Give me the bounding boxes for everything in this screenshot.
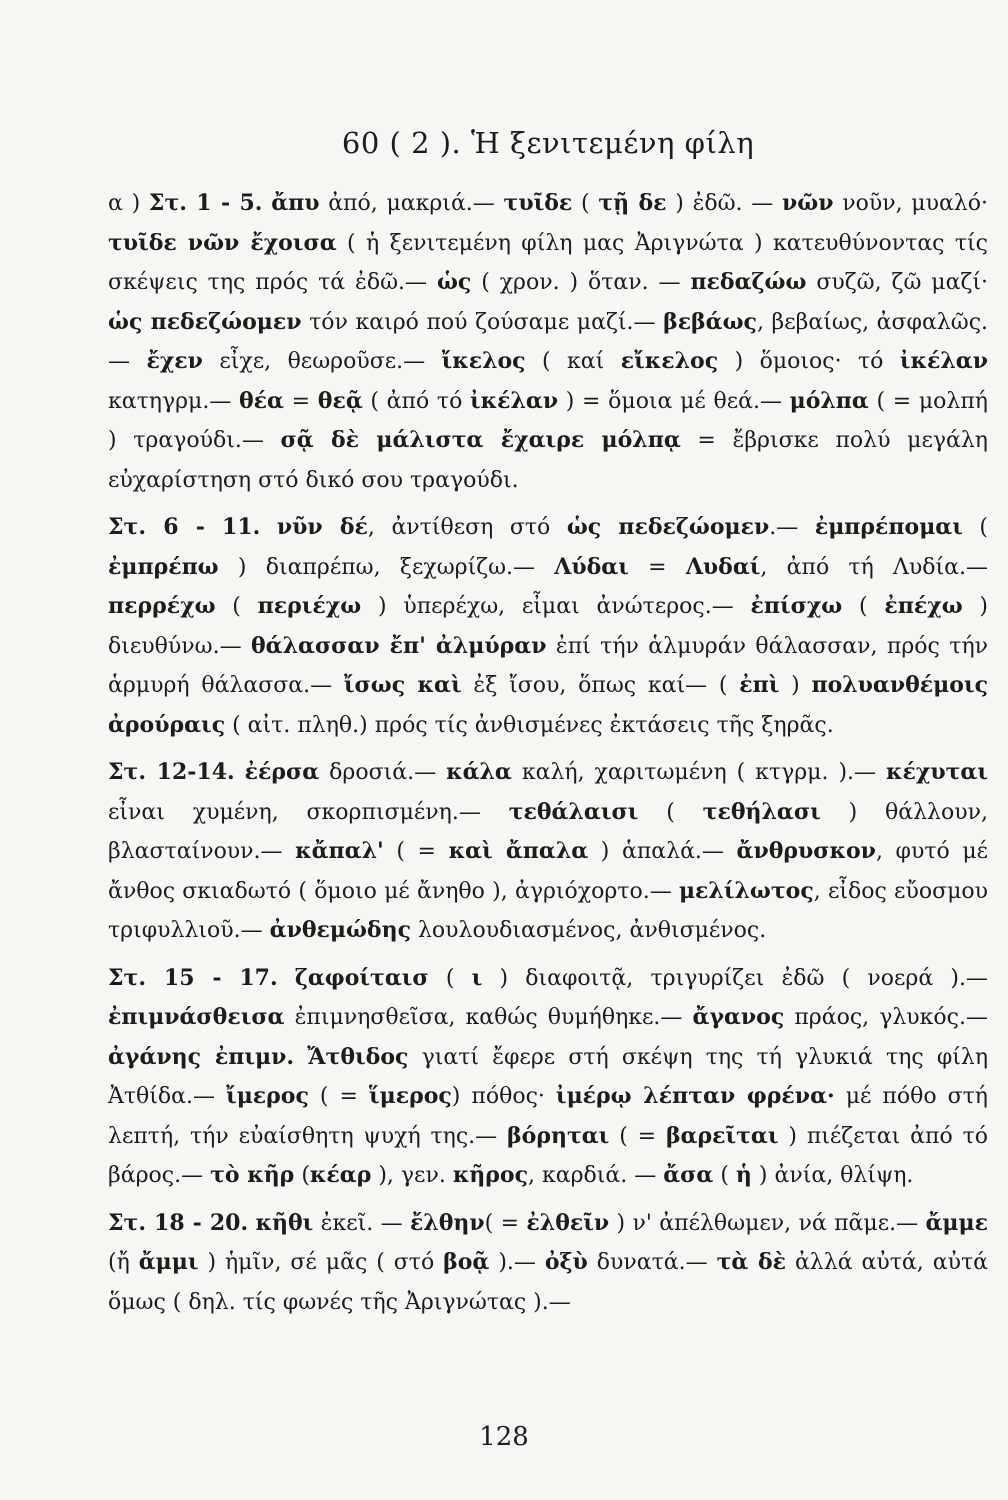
lemma-term: ἄνθρυσκον xyxy=(736,838,876,864)
lemma-term: κέαρ xyxy=(309,1162,372,1188)
gloss-text xyxy=(260,515,277,540)
lemma-term: καὶ ἄπαλα xyxy=(448,838,589,864)
gloss-text: ( = xyxy=(308,1084,369,1109)
lemma-term: μόλπα xyxy=(789,387,869,414)
lemma-term: ἴσως καὶ xyxy=(343,672,462,698)
lemma-term: Στ. 6 - 11. xyxy=(108,514,261,540)
gloss-text: ( χρον. ) ὅταν. — xyxy=(471,270,691,295)
page-body xyxy=(108,126,988,1322)
gloss-text: ἐκεῖ. — xyxy=(313,1210,410,1236)
lemma-term: ἴμερος xyxy=(226,1083,309,1109)
lemma-term: ἀγάνης ἐπιμν. xyxy=(108,1043,295,1070)
lemma-term: ἵμερος xyxy=(368,1083,452,1109)
lemma-term: ἀνθεμώδης xyxy=(269,917,411,943)
gloss-text xyxy=(262,191,271,216)
lemma-term: τῇ δε xyxy=(598,190,667,216)
lemma-term: ἐλθεῖν xyxy=(526,1209,610,1236)
lemma-term: ζαφοίταισ xyxy=(294,964,429,991)
gloss-text: ἀλλά αὐτά, αὐτά ὅμως ( δηλ. τίς φωνές τῆς Ἀριγνώτας ).— xyxy=(108,1250,988,1315)
lemma-term: ἐπὶ xyxy=(739,672,780,698)
gloss-text: τόν καιρό πού ζούσαμε μαζί.— xyxy=(301,309,664,335)
gloss-text: = ἔβρισκε πολύ μεγάλη εὐχαρίστηση στό δικό σου τραγούδι. xyxy=(108,428,988,493)
lemma-term: τεθάλαισι xyxy=(508,798,639,825)
gloss-text: ) πόθος· xyxy=(451,1084,556,1109)
lemma-term: τὸ κῆρ xyxy=(210,1162,295,1188)
lemma-term: Στ. 18 - 20. xyxy=(108,1209,249,1236)
gloss-text: ( xyxy=(962,515,988,540)
gloss-text: ἀπό, μακριά.— xyxy=(319,191,504,216)
lemma-term: ἰμέρῳ λέπταν φρένα· xyxy=(555,1083,835,1109)
gloss-text: εἶναι χυμένη, σκορπισμένη.— xyxy=(108,799,509,825)
lemma-term: Λύδαι xyxy=(554,553,629,580)
gloss-text: ἐπιμνησθεῖσα, καθώς θυμήθηκε.— xyxy=(284,1005,693,1030)
gloss-text: ἐξ ἴσου, ὅπως καί— ( xyxy=(461,673,740,698)
lemma-term: κῆθι xyxy=(255,1209,314,1236)
gloss-text: .— xyxy=(769,515,815,540)
gloss-text: εἶχε, θεωροῦσε.— xyxy=(202,349,442,374)
lemma-term: τὰ δὲ xyxy=(716,1249,786,1275)
lemma-term: κἄπαλ' xyxy=(295,838,384,864)
gloss-text: ) ὅμοιος· τό xyxy=(718,349,900,374)
lemma-term: βόρηται xyxy=(507,1122,610,1149)
gloss-text: ( xyxy=(842,594,885,619)
lemma-term: ὀξὺ xyxy=(544,1249,588,1275)
gloss-text: ) = ὅμοια μέ θεά.— xyxy=(558,388,790,414)
commentary-paragraph xyxy=(108,959,988,1196)
gloss-text xyxy=(294,1045,307,1070)
gloss-text: , φυτό μέ ἄνθος σκιαδωτό ( ὅμοιο μέ ἄνηθο ), ἀγριόχορτο.— xyxy=(108,839,989,904)
lemma-term: ἄμμι xyxy=(138,1249,199,1275)
lemma-term: ἐμπρέπω xyxy=(108,553,219,580)
gloss-text: ) διευθύνω.— xyxy=(108,594,989,659)
lemma-term: ἡ xyxy=(735,1162,752,1188)
gloss-text: ), γεν. xyxy=(371,1163,453,1188)
gloss-text: δυνατά.— xyxy=(587,1250,717,1275)
gloss-text: λουλουδιασμένος, ἀνθισμένος. xyxy=(411,918,767,943)
gloss-text: α ) xyxy=(108,191,149,216)
lemma-term: θεᾷ xyxy=(317,387,363,414)
gloss-text: ) ἀνία, θλίψη. xyxy=(751,1163,914,1188)
gloss-text xyxy=(278,966,295,991)
lemma-term: νῶν xyxy=(782,190,834,216)
lemma-term: σᾷ δὲ μάλιστα ἔχαιρε μόλπᾳ xyxy=(280,427,681,453)
lemma-term: ὡς πεδεζώομεν xyxy=(108,308,302,335)
gloss-text: ( ἀπό τό xyxy=(362,388,470,414)
lemma-term: πεδαζώω xyxy=(690,269,807,295)
lemma-term: ὡς πεδεζώομεν xyxy=(566,514,770,540)
gloss-text xyxy=(235,760,245,785)
lemma-term: περρέχω xyxy=(108,593,216,619)
gloss-text: (ἤ xyxy=(108,1250,139,1275)
lemma-term: Στ. 15 - 17. xyxy=(108,964,278,991)
lemma-term: ἴκελος xyxy=(441,348,526,374)
commentary-paragraph xyxy=(108,508,988,745)
lemma-term: Στ. 1 - 5. xyxy=(148,190,263,216)
lemma-term: πολυανθέμοις ἀρούραις xyxy=(108,672,988,738)
gloss-text: μέ πόθο στή λεπτή, τήν εὐαίσθητη ψυχή της.— xyxy=(108,1084,988,1149)
lemma-term: βαρεῖται xyxy=(665,1122,779,1149)
lemma-term: ἄπυ xyxy=(271,190,320,216)
lemma-term: Ἄτθιδος xyxy=(307,1043,409,1070)
lemma-term: κέχυται xyxy=(886,759,988,785)
lemma-term: νῦν δέ xyxy=(276,514,368,540)
lemma-term: ἔχεν xyxy=(146,348,203,374)
gloss-text: ( xyxy=(215,594,258,619)
gloss-text: δροσιά.— xyxy=(319,760,447,785)
lemma-term: θέα xyxy=(239,387,284,414)
gloss-text: ) xyxy=(779,673,812,698)
lemma-term: ἐπίσχω xyxy=(750,593,843,619)
gloss-text: ( xyxy=(713,1163,736,1188)
gloss-text: ( xyxy=(294,1163,310,1188)
lemma-term: ἐπέχω xyxy=(884,593,963,619)
gloss-text: , ἀντίθεση στό xyxy=(367,515,567,540)
gloss-text: νοῦν, μυαλό· xyxy=(833,191,988,216)
gloss-text: γιατί ἔφερε στή σκέψη της τή γλυκιά της φίλη Ἀτθίδα.— xyxy=(108,1044,988,1109)
gloss-text: ) θάλλουν, βλασταίνουν.— xyxy=(108,799,988,864)
lemma-term: ι xyxy=(471,964,483,991)
lemma-term: ἔλθην xyxy=(409,1209,485,1236)
gloss-text: , ἀπό τή Λυδία.— xyxy=(760,554,989,580)
gloss-text: κατηγρμ.— xyxy=(108,388,239,414)
gloss-text: ἐπί τήν ἁλμυράν θάλασσαν, πρός τήν ἁρμυρή θάλασσα.— xyxy=(108,633,988,698)
gloss-text: ( = xyxy=(383,839,449,864)
lemma-term: θάλασσαν ἔπ' ἀλμύραν xyxy=(250,632,547,659)
gloss-text: ( = xyxy=(484,1210,527,1236)
lemma-term: κάλα xyxy=(446,759,512,785)
lemma-term: τεθήλασι xyxy=(702,798,821,825)
gloss-text: ( καί xyxy=(525,349,621,374)
commentary-paragraph xyxy=(108,1204,988,1323)
gloss-text: , βεβαίως, ἀσφαλῶς.— xyxy=(108,309,989,374)
gloss-text: ) ν' ἀπέλθωμεν, νά πᾶμε.— xyxy=(609,1210,926,1236)
lemma-term: τυῖδε νῶν ἔχοισα xyxy=(108,229,337,256)
lemma-term: ἰκέλαν xyxy=(469,387,559,414)
gloss-text: ) πιέζεται ἀπό τό βάρος.— xyxy=(108,1123,988,1188)
gloss-text: ( xyxy=(428,965,472,991)
gloss-text: ) ἡμῖν, σέ μᾶς ( στό xyxy=(198,1250,444,1275)
gloss-text: ) ἁπαλά.— xyxy=(588,839,737,864)
gloss-text: ) διαφοιτᾷ, τριγυρίζει ἐδῶ ( νοερά ).— xyxy=(482,965,988,991)
commentary-paragraph xyxy=(108,184,988,500)
gloss-text: ) διαπρέπω, ξεχωρίζω.— xyxy=(218,554,555,580)
lemma-term: ἰκέλαν xyxy=(899,348,989,374)
lemma-term: ἄμμε xyxy=(925,1209,988,1236)
lemma-term: εἴκελος xyxy=(620,348,719,374)
lemma-term: ἄσα xyxy=(663,1162,714,1188)
commentary-paragraph xyxy=(108,753,988,951)
gloss-text: ( = xyxy=(609,1123,666,1149)
lemma-term: ἐπιμνάσθεισα xyxy=(108,1004,285,1030)
gloss-text: ( xyxy=(572,191,599,216)
lemma-term: ἄγανος xyxy=(692,1004,785,1030)
gloss-text: ( ἡ ξενιτεμένη φίλη μας Ἀριγνώτα ) κατευθύνοντας τίς σκέψεις της πρός τά ἐδῶ.— xyxy=(108,230,988,295)
lemma-term: Στ. 12-14. xyxy=(108,759,235,785)
lemma-term: ὡς xyxy=(436,269,472,295)
lemma-term: κῆρος xyxy=(452,1162,528,1188)
gloss-text: ( xyxy=(638,799,703,825)
gloss-text: ) ὑπερέχω, εἶμαι ἀνώτερος.— xyxy=(361,594,751,619)
gloss-text: ( αἰτ. πληθ.) πρός τίς ἀνθισμένες ἐκτάσεις τῆς ξηρᾶς. xyxy=(225,712,834,738)
lemma-term: βοᾷ xyxy=(443,1249,490,1275)
lemma-term: ἐμπρέπομαι xyxy=(814,514,963,540)
gloss-text: ).— xyxy=(489,1250,545,1275)
gloss-text: = xyxy=(283,388,318,414)
lemma-term: βεβάως xyxy=(663,308,757,335)
gloss-text: = xyxy=(628,554,686,580)
lemma-term: μελίλωτος xyxy=(678,877,814,904)
gloss-text: , εἶδος εὔοσμου τριφυλλιοῦ.— xyxy=(108,878,989,943)
gloss-text: καλή, χαριτωμένη ( κτγρμ. ).— xyxy=(511,760,887,785)
gloss-text: ( = μολπή ) τραγούδι.— xyxy=(108,388,988,453)
page-number: 128 xyxy=(479,1422,529,1452)
gloss-text: συζῶ, ζῶ μαζί· xyxy=(806,270,988,295)
gloss-text: , καρδιά. — xyxy=(528,1163,664,1188)
lemma-term: τυῖδε xyxy=(503,190,573,216)
gloss-text: πράος, γλυκός.— xyxy=(784,1005,988,1030)
lemma-term: περιέχω xyxy=(257,593,362,619)
lemma-term: Λυδαί xyxy=(685,553,761,580)
lemma-term: ἐέρσα xyxy=(244,759,320,785)
section-title: 60 ( 2 ). Ἡ ξενιτεμένη φίλη xyxy=(341,126,755,160)
gloss-text: ) ἐδῶ. — xyxy=(666,191,782,216)
